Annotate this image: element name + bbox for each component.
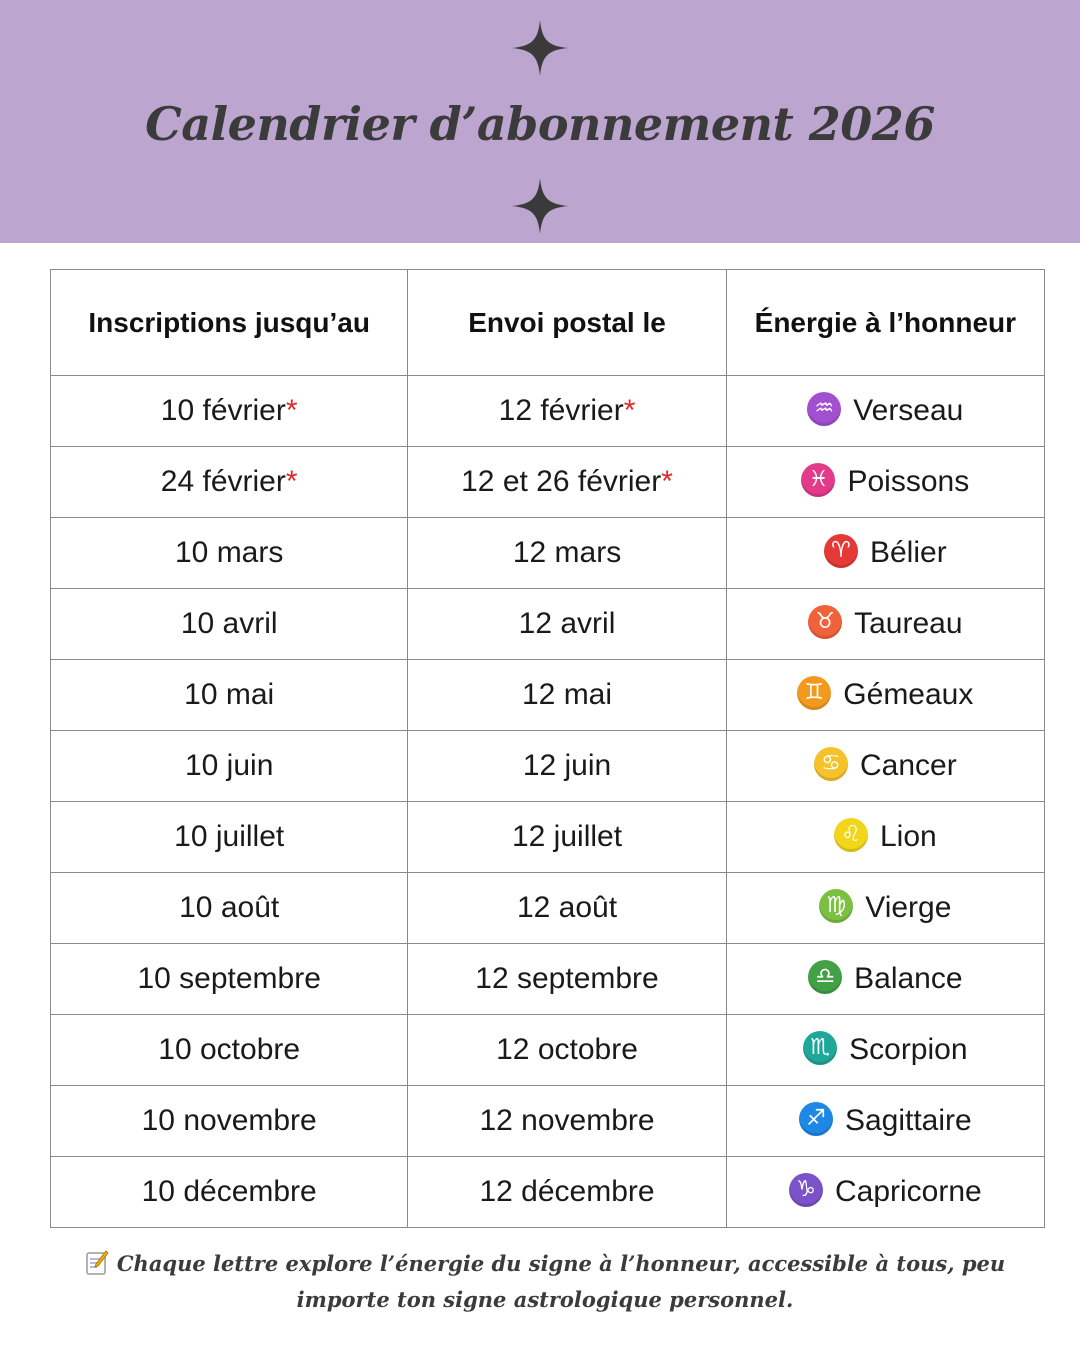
aquarius-icon: ♒ — [807, 392, 841, 426]
zodiac-sign-name: Lion — [879, 820, 937, 854]
envoi-date-cell — [408, 660, 726, 731]
envoi-date-cell-text: 12 avril — [518, 607, 616, 640]
footer-note-text: Chaque lettre explore l’énergie du signe à l’honneur, accessible à tous, peu importe ton signe astrologique personnel. — [116, 1251, 1006, 1312]
envoi-date-cell — [408, 731, 726, 802]
asterisk-mark: * — [623, 394, 636, 427]
energie-cell — [726, 660, 1044, 731]
inscription-date-cell-text: 10 mai — [184, 678, 275, 711]
asterisk-mark: * — [285, 394, 298, 427]
zodiac-sign-name: Verseau — [853, 394, 964, 428]
scorpio-icon: ♏ — [803, 1031, 837, 1065]
zodiac-sign-name: Balance — [854, 962, 963, 996]
cancer-icon: ♋ — [814, 747, 848, 781]
leo-icon: ♌ — [834, 818, 868, 852]
envoi-date-cell — [408, 1157, 726, 1228]
energie-cell — [726, 802, 1044, 873]
table-row — [51, 447, 1045, 518]
header-envoi: Envoi postal le — [408, 270, 726, 376]
zodiac-sign-name: Gémeaux — [843, 678, 974, 712]
inscription-date-cell-text: 10 novembre — [141, 1104, 317, 1137]
table-row — [51, 660, 1045, 731]
inscription-date-cell — [51, 518, 408, 589]
table-row — [51, 376, 1045, 447]
asterisk-mark: * — [285, 465, 298, 498]
envoi-date-cell-text: 12 juin — [522, 749, 612, 782]
envoi-date-cell — [408, 802, 726, 873]
zodiac-sign-name: Capricorne — [834, 1175, 982, 1209]
energie-cell — [726, 376, 1044, 447]
envoi-date-cell-text: 12 mars — [512, 536, 622, 569]
energie-cell — [726, 731, 1044, 802]
zodiac-sign-name: Vierge — [865, 891, 952, 925]
inscription-date-cell-text: 10 février — [160, 394, 286, 427]
header-banner — [0, 0, 1080, 243]
envoi-date-cell-text: 12 février — [498, 394, 624, 427]
envoi-date-cell — [408, 944, 726, 1015]
header-energie: Énergie à l’honneur — [726, 270, 1044, 376]
zodiac-sign-name: Poissons — [847, 465, 970, 499]
envoi-date-cell-text: 12 septembre — [475, 962, 659, 995]
energie-cell — [726, 447, 1044, 518]
envoi-date-cell — [408, 518, 726, 589]
inscription-date-cell — [51, 1157, 408, 1228]
zodiac-sign-name: Cancer — [859, 749, 957, 783]
table-row — [51, 1015, 1045, 1086]
table-row — [51, 518, 1045, 589]
aries-icon: ♈ — [824, 534, 858, 568]
table-row — [51, 944, 1045, 1015]
inscription-date-cell — [51, 873, 408, 944]
zodiac-sign-name: Scorpion — [849, 1033, 968, 1067]
envoi-date-cell — [408, 376, 726, 447]
sparkle-icon — [510, 176, 570, 236]
energie-cell — [726, 873, 1044, 944]
envoi-date-cell — [408, 1086, 726, 1157]
inscription-date-cell-text: 10 avril — [180, 607, 278, 640]
inscription-date-cell — [51, 1015, 408, 1086]
table-header-row — [51, 270, 1045, 376]
sparkle-icon — [510, 18, 570, 78]
energie-cell — [726, 518, 1044, 589]
page-title: Calendrier d’abonnement 2026 — [145, 97, 935, 151]
subscription-calendar-table — [50, 269, 1045, 1228]
footer-note — [40, 1246, 1050, 1318]
inscription-date-cell — [51, 660, 408, 731]
asterisk-mark: * — [661, 465, 673, 498]
energie-cell — [726, 1015, 1044, 1086]
inscription-date-cell-text: 10 septembre — [137, 962, 321, 995]
inscription-date-cell-text: 24 février — [160, 465, 286, 498]
gemini-icon: ♊ — [797, 676, 831, 710]
inscription-date-cell — [51, 731, 408, 802]
zodiac-sign-name: Taureau — [854, 607, 963, 641]
zodiac-sign-name: Sagittaire — [844, 1104, 972, 1138]
pisces-icon: ♓ — [801, 463, 835, 497]
header-inscriptions: Inscriptions jusqu’au — [51, 270, 408, 376]
table-row — [51, 1157, 1045, 1228]
envoi-date-cell-text: 12 mai — [521, 678, 613, 711]
inscription-date-cell-text: 10 mars — [174, 536, 284, 569]
envoi-date-cell — [408, 589, 726, 660]
energie-cell — [726, 944, 1044, 1015]
inscription-date-cell-text: 10 août — [179, 891, 280, 924]
envoi-date-cell — [408, 1015, 726, 1086]
table-row — [51, 802, 1045, 873]
table-row — [51, 731, 1045, 802]
sagittarius-icon: ♐ — [799, 1102, 833, 1136]
table-body — [51, 376, 1045, 1228]
virgo-icon: ♍ — [819, 889, 853, 923]
inscription-date-cell-text: 10 octobre — [158, 1033, 301, 1066]
libra-icon: ♎ — [808, 960, 842, 994]
table-row — [51, 1086, 1045, 1157]
envoi-date-cell — [408, 447, 726, 518]
table-row — [51, 873, 1045, 944]
envoi-date-cell-text: 12 juillet — [511, 820, 623, 853]
envoi-date-cell-text: 12 octobre — [496, 1033, 638, 1066]
zodiac-sign-name: Bélier — [869, 536, 947, 570]
envoi-date-cell-text: 12 novembre — [479, 1104, 655, 1137]
inscription-date-cell — [51, 802, 408, 873]
inscription-date-cell-text: 10 décembre — [141, 1175, 317, 1208]
inscription-date-cell — [51, 376, 408, 447]
envoi-date-cell-text: 12 et 26 février — [461, 465, 662, 498]
envoi-date-cell-text: 12 août — [516, 891, 618, 924]
envoi-date-cell-text: 12 décembre — [479, 1175, 655, 1208]
table-row — [51, 589, 1045, 660]
inscription-date-cell — [51, 589, 408, 660]
energie-cell — [726, 1157, 1044, 1228]
taurus-icon: ♉ — [808, 605, 842, 639]
inscription-date-cell — [51, 447, 408, 518]
envoi-date-cell — [408, 873, 726, 944]
capricorn-icon: ♑ — [789, 1173, 823, 1207]
energie-cell — [726, 1086, 1044, 1157]
memo-icon — [85, 1250, 109, 1276]
energie-cell — [726, 589, 1044, 660]
inscription-date-cell — [51, 944, 408, 1015]
inscription-date-cell-text: 10 juillet — [174, 820, 285, 853]
inscription-date-cell — [51, 1086, 408, 1157]
inscription-date-cell-text: 10 juin — [184, 749, 274, 782]
